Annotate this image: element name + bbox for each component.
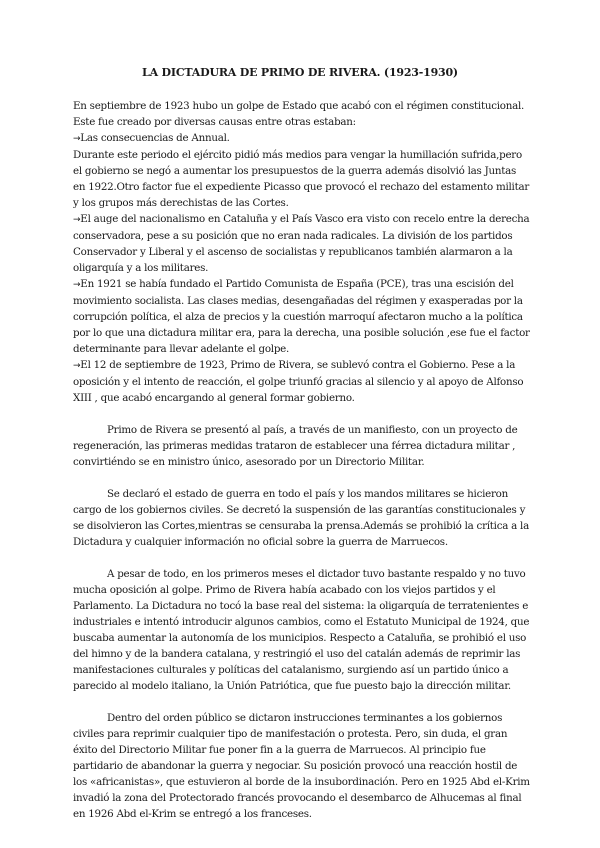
cause-item-coup [73, 357, 531, 406]
arrow-icon: → [73, 280, 81, 290]
paragraph-state-of-war: Se declaró el estado de guerra en todo el país y los mandos militares se hicieron cargo de los gobiernos civiles. Se decretó la suspensión de las garantías constitucionales y se disolvieron las Cortes,mientras se censuraba la prensa.Además se prohibió la crítica a la Dictadura y cualquier información no oficial sobre la guerra de Marruecos. [73, 488, 529, 548]
paragraph-public-order: Dentro del orden público se dictaron instrucciones terminantes a los gobiernos civiles para reprimir cualquier tipo de manifestación o protesta. Pero, sin duda, el gran éxito del Directorio Militar fue poner fin a la guerra de Marruecos. Al principio fue partidario de abandonar la guerra y negociar. Su posición provocó una reacción hostil de los «africanistas», que estuvieron al borde de la insubordinación. Pero en 1925 Abd el-Krim invadió la zona del Protectorado francés provocando el desembarco de Alhucemas al final en 1926 Abd el-Krim se entregó a los franceses. [73, 712, 530, 820]
paragraph-gap [73, 550, 531, 566]
cause-item-pce [73, 276, 531, 357]
arrow-icon: → [73, 134, 81, 144]
paragraph-support: A pesar de todo, en los primeros meses el dictador tuvo bastante respaldo y no tuvo mucha oposición al golpe. Primo de Rivera había acabado con los viejos partidos y el Parlamento. La Dictadura no tocó la base real del sistema: la oligarquía de terratenientes e industriales e intentó introducir algunos cambios, como el Estatuto Municipal de 1924, que buscaba aumentar la autonomía de los municipios. Respecto a Cataluña, se prohibió el uso del himno y de la bandera catalana, y restringió el uso del catalán además de reprimir las manifestaciones culturales y políticas del catalanismo, surgiendo así un partido único a parecido al modelo italiano, la Unión Patriótica, que fue puesto bajo la dirección militar. [73, 568, 530, 692]
paragraph-manifesto: Primo de Rivera se presentó al país, a través de un manifiesto, con un proyecto de regeneración, las primeras medidas trataron de establecer una férrea dictadura militar , convirtiéndo se en ministro único, asesorado por un Directorio Militar. [73, 424, 518, 468]
intro-line-1: En septiembre de 1923 hubo un golpe de Estado que acabó con el régimen constitucional. [73, 100, 525, 112]
arrow-icon: → [73, 215, 81, 225]
arrow-icon: → [73, 361, 81, 371]
paragraph-gap [73, 470, 531, 486]
document-body [73, 98, 531, 822]
document-title: LA DICTADURA DE PRIMO DE RIVERA. (1923-1930) [142, 66, 458, 79]
cause-item-annual-text: Durante este periodo el ejército pidió más medios para vengar la humillación sufrida,pero el gobierno se negó a aumentar los presupuestos de la guerra además disolvió las Juntas en 1922.Otro factor fue el expediente Picasso que provocó el rechazo del estamento militar y los grupos más derechistas de las Cortes. [73, 149, 530, 209]
paragraph-gap [73, 694, 531, 710]
cause-item-nationalism [73, 211, 531, 276]
cause-item-label: El 12 de septiembre de 1923, Primo de Rivera, se sublevó contra el Gobierno. Pese a la oposición y el intento de reacción, el golpe triunfó gracias al silencio y al apoyo de Alfonso XIII , que acabó encargando al general formar gobierno. [73, 359, 524, 404]
cause-item-label: En 1921 se había fundado el Partido Comunista de España (PCE), tras una escisión del movimiento socialista. Las clases medias, desengañadas del régimen y exasperadas por la corrupción política, el alza de precios y la cuestión marroquí afectaron mucho a la política por lo que una dictadura militar era, para la derecha, una posible solución ,ese fue el factor determinante para llevar adelante el golpe. [73, 278, 530, 355]
cause-item-label: El auge del nacionalismo en Cataluña y el País Vasco era visto con recelo entre la derecha conservadora, pese a su posición que no eran nada radicales. La división de los partidos Conservador y Liberal y el ascenso de socialistas y republicanos también alarmaron a la oligarquía y a los militares. [73, 213, 530, 274]
cause-item-annual [73, 130, 531, 147]
cause-item-label: Las consecuencias de Annual. [80, 132, 230, 144]
paragraph-gap [73, 406, 531, 422]
intro-line-2: Este fue creado por diversas causas entre otras estaban: [73, 116, 356, 128]
